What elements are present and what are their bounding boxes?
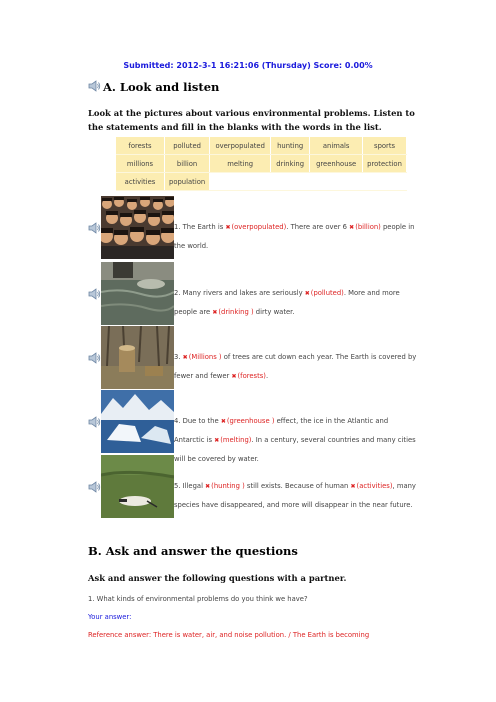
word-cell-empty: [310, 173, 363, 191]
exercise-item-3: [88, 326, 418, 391]
section-b-instructions: Ask and answer the following questions with a partner.: [88, 573, 347, 583]
word-bank-row: [116, 155, 406, 173]
word-cell: drinking: [271, 155, 310, 173]
question-1: 1. What kinds of environmental problems do you think we have?: [88, 595, 308, 603]
statement-text: 2. Many rivers and lakes are seriously: [174, 289, 305, 297]
speaker-icon[interactable]: [88, 352, 101, 364]
word-cell: hunting: [271, 137, 310, 155]
word-bank-row: [116, 137, 406, 155]
crowd-photo: [101, 196, 174, 259]
answer-blank: (drinking ): [218, 308, 254, 316]
x-mark-icon: ✖: [349, 224, 355, 231]
x-mark-icon: ✖: [350, 483, 356, 490]
section-b-title: B. Ask and answer the questions: [88, 544, 298, 558]
answer-blank: (polluted): [310, 289, 344, 297]
x-mark-icon: ✖: [220, 418, 226, 425]
speaker-icon[interactable]: [88, 481, 101, 493]
word-cell-empty: [363, 173, 407, 191]
x-mark-icon: ✖: [212, 309, 218, 316]
statement-text: . More and more people are: [174, 289, 400, 316]
x-mark-icon: ✖: [231, 373, 237, 380]
answer-blank: (Millions ): [188, 353, 222, 361]
your-answer-label: Your answer:: [88, 613, 132, 621]
item-text: [174, 218, 418, 255]
statement-text: , many species have disappeared, and more will disappear in the near future.: [174, 482, 416, 509]
item-text: [174, 477, 418, 514]
statement-text: 5. Illegal: [174, 482, 206, 490]
word-bank-row: [116, 173, 406, 191]
item-text: [174, 348, 418, 386]
word-cell: polluted: [165, 137, 210, 155]
word-cell: overpopulated: [210, 137, 271, 155]
answer-blank: (melting): [220, 436, 252, 444]
speaker-icon[interactable]: [88, 222, 101, 234]
exercise-item-4: [88, 390, 418, 463]
x-mark-icon: ✖: [304, 290, 310, 297]
section-a-instructions: Look at the pictures about various environmental problems. Listen to the statements and fill in the blanks with the words in the list.: [88, 108, 415, 132]
answer-blank: (hunting ): [211, 482, 245, 490]
word-cell: forests: [116, 137, 165, 155]
word-cell: population: [165, 173, 210, 191]
answer-blank: (overpopulated): [231, 223, 287, 231]
statement-text: 3.: [174, 353, 183, 361]
answer-blank: (activities): [356, 482, 393, 490]
x-mark-icon: ✖: [214, 437, 220, 444]
speaker-icon[interactable]: [88, 288, 101, 300]
word-cell: activities: [116, 173, 165, 191]
speaker-icon[interactable]: [88, 80, 101, 92]
word-cell-empty: [271, 173, 310, 191]
word-cell-empty: [210, 173, 271, 191]
word-bank: [116, 137, 407, 191]
item-text: [174, 284, 418, 322]
submission-info: Submitted: 2012-3-1 16:21:06 (Thursday) Score: 0.00%: [123, 61, 373, 70]
word-cell: sports: [363, 137, 407, 155]
word-cell: millions: [116, 155, 165, 173]
word-cell: protection: [363, 155, 407, 173]
reference-answer: Reference answer: There is water, air, and noise pollution. / The Earth is becoming: [88, 631, 370, 639]
x-mark-icon: ✖: [225, 224, 231, 231]
statement-text: 1. The Earth is: [174, 223, 226, 231]
statement-text: . In a century, several countries and many cities will be covered by water.: [174, 436, 416, 463]
exercise-item-1: [88, 196, 418, 261]
x-mark-icon: ✖: [205, 483, 211, 490]
statement-text: 4. Due to the: [174, 417, 221, 425]
answer-blank: (greenhouse ): [226, 417, 275, 425]
statement-text: . There are over 6: [286, 223, 350, 231]
word-cell: billion: [165, 155, 210, 173]
answer-blank: (billion): [355, 223, 381, 231]
statement-text: still exists. Because of human: [244, 482, 351, 490]
answer-blank: (forests): [237, 372, 266, 380]
exercise-item-2: [88, 262, 418, 327]
word-cell: greenhouse: [310, 155, 363, 173]
statement-text: people in the world.: [174, 223, 415, 250]
statement-text: .: [265, 372, 269, 380]
melting-ice-photo: [101, 390, 174, 453]
statement-text: dirty water.: [253, 308, 295, 316]
exercise-item-5: [88, 455, 418, 520]
word-cell: melting: [210, 155, 271, 173]
x-mark-icon: ✖: [182, 354, 188, 361]
polluted-water-photo: [101, 262, 174, 325]
statement-text: of trees are cut down each year. The Earth is covered by fewer and fewer: [174, 353, 417, 380]
statement-text: effect, the ice in the Atlantic and Antarctic is: [174, 417, 389, 444]
section-a-title: A. Look and listen: [103, 80, 220, 94]
word-cell: animals: [310, 137, 363, 155]
hunting-photo: [101, 455, 174, 518]
speaker-icon[interactable]: [88, 416, 101, 428]
tree-stumps-photo: [101, 326, 174, 389]
